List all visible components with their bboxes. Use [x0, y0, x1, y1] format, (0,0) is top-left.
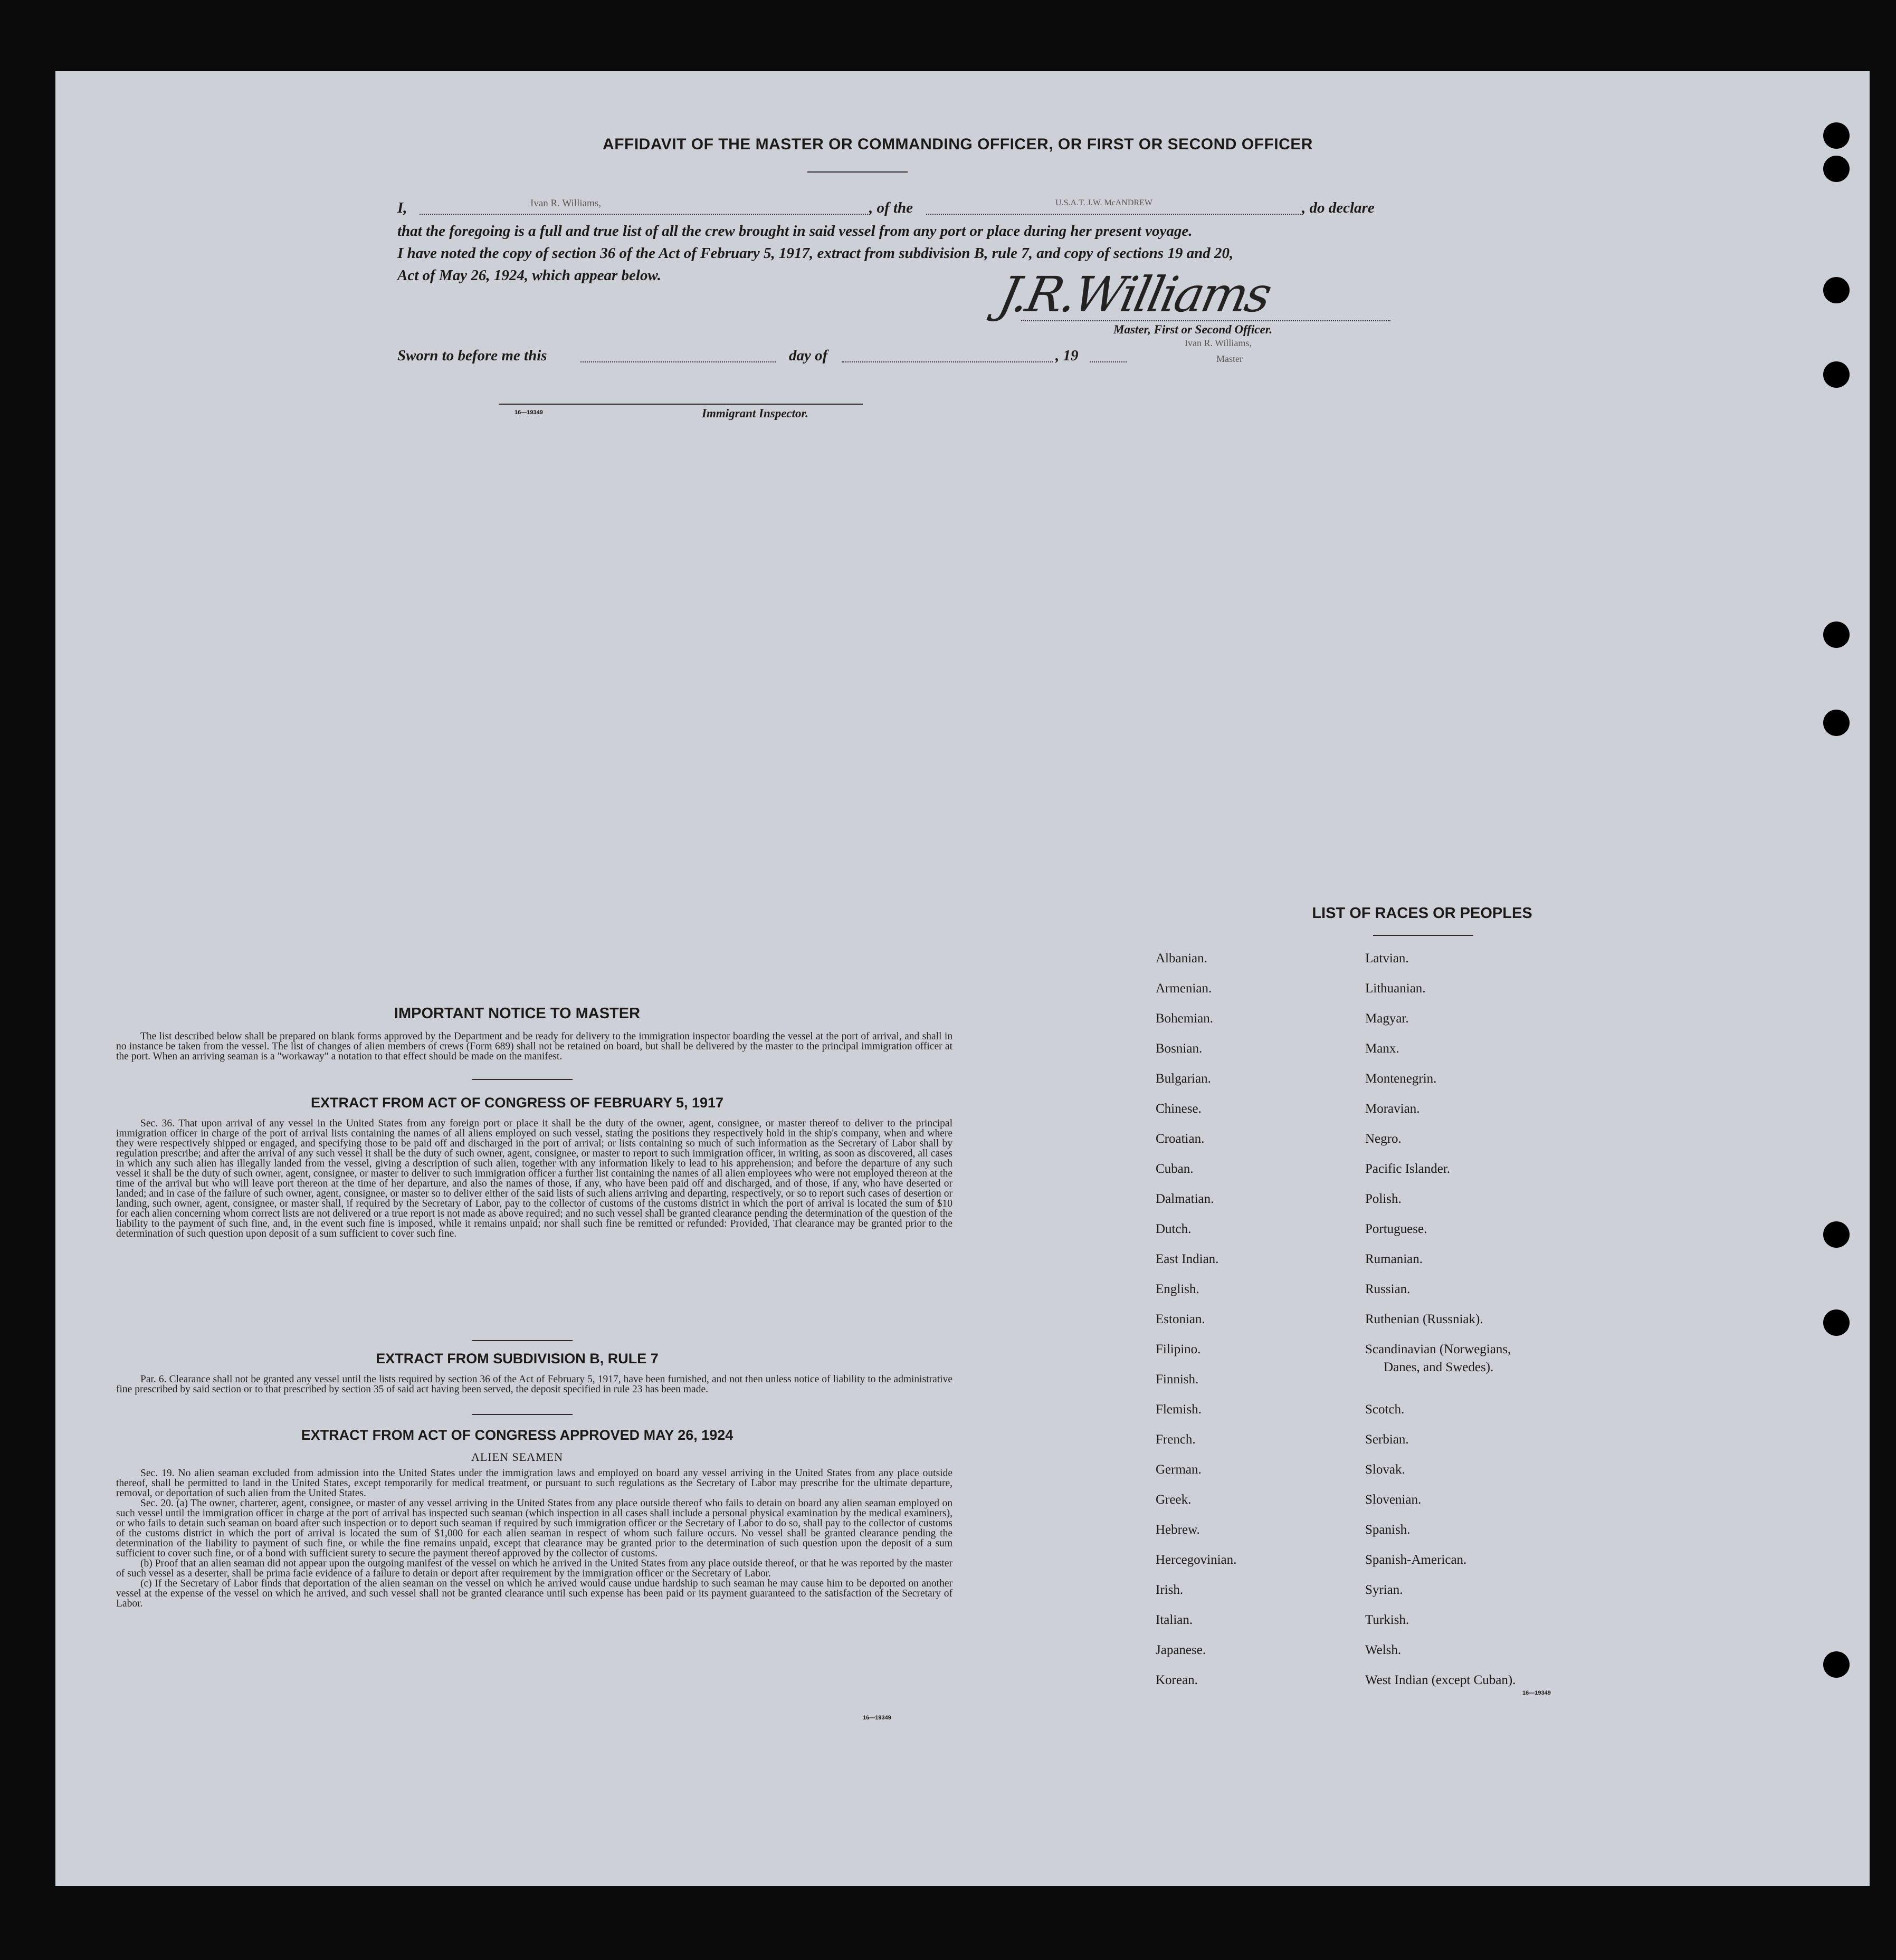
stamp-title: Master — [1216, 353, 1243, 364]
punch-hole — [1823, 1221, 1850, 1248]
extract-1924-title: EXTRACT FROM ACT OF CONGRESS APPROVED MAY 26, 1924 — [301, 1427, 733, 1443]
rule7-paragraph: Par. 6. Clearance shall not be granted any vessel until the lists required by section 36 of the Act of February 5, 1917, have been furnished, and not then unless notice of liability to the administrative fine prescribed by said section or to that prescribed by section 35 of said act having been served, the deposit specified in rule 23 has been made. — [116, 1374, 952, 1395]
race-left: Finnish. — [1156, 1372, 1199, 1387]
stamp-name: Ivan R. Williams, — [1185, 338, 1252, 348]
race-left: Croatian. — [1156, 1132, 1205, 1146]
race-left: German. — [1156, 1462, 1202, 1477]
master-signature: J.R.Williams — [994, 266, 1275, 323]
races-form-number: 16—19349 — [1522, 1690, 1551, 1696]
race-right: Welsh. — [1365, 1643, 1402, 1657]
notice-title: IMPORTANT NOTICE TO MASTER — [394, 1005, 641, 1022]
vessel-name-value: U.S.A.T. J.W. McANDREW — [1055, 198, 1152, 207]
i-label: I, — [397, 199, 407, 216]
races-title: LIST OF RACES OR PEOPLES — [1312, 905, 1532, 922]
vessel-name-line — [926, 214, 1301, 215]
extract-1917-title: EXTRACT FROM ACT OF CONGRESS OF FEBRUARY 5, 1917 — [310, 1095, 724, 1111]
punch-hole — [1823, 122, 1850, 149]
punch-hole — [1823, 277, 1850, 303]
punch-hole — [1823, 361, 1850, 388]
inspector-label: Immigrant Inspector. — [702, 407, 808, 420]
affidavit-line-2: that the foregoing is a full and true list of all the crew brought in said vessel from any port or place during her present voyage. — [397, 223, 1193, 240]
title-divider — [807, 171, 908, 173]
race-right: Spanish-American. — [1365, 1553, 1467, 1567]
race-left: French. — [1156, 1432, 1196, 1447]
race-right: Pacific Islander. — [1365, 1162, 1451, 1176]
rule7-title: EXTRACT FROM SUBDIVISION B, RULE 7 — [376, 1351, 659, 1366]
extract-1917-divider — [472, 1340, 573, 1341]
race-right: Ruthenian (Russniak). — [1365, 1312, 1483, 1326]
affidavit-line-3: I have noted the copy of section 36 of the Act of February 5, 1917, extract from subdivision B, rule 7, and copy of sections 19 and 20, — [397, 245, 1234, 262]
race-right: Magyar. — [1365, 1011, 1409, 1026]
races-divider — [1373, 935, 1473, 936]
master-name-line — [420, 214, 868, 215]
sec20a-paragraph: Sec. 20. (a) The owner, charterer, agent, consignee, or master of any vessel arriving in the United States from any place outside thereof who fails to detain on board any alien seaman employed on such vessel until the immigration officer in charge at the port of arrival has inspected such seaman (which inspection in all cases shall include a personal physical examination by the medical examiners), or who fails to detain such seaman on board after such inspection or to deport such seaman if required by such immigration officer or the Secretary of Labor to do so, shall pay to the collector of customs of the customs district in which the port of arrival is located the sum of $1,000 for each alien seaman in respect of whom such failure occurs. No vessel shall be granted clearance pending the determination of the liability to payment of such fine, or while the fine remains unpaid, except that clearance may be granted prior to the determination of such question upon the deposit of a sum sufficient to cover such fine, or of a bond with sufficient surety to secure the payment thereof approved by the collector of customs. — [116, 1498, 952, 1559]
race-right: Slovenian. — [1365, 1493, 1422, 1507]
year-label: , 19 — [1055, 347, 1079, 364]
race-right: Latvian. — [1365, 951, 1409, 965]
race-right: Manx. — [1365, 1041, 1399, 1056]
race-left: Filipino. — [1156, 1342, 1201, 1356]
sworn-month-line — [842, 361, 1053, 362]
race-left: Korean. — [1156, 1673, 1198, 1687]
document-sheet — [55, 71, 1870, 1886]
master-name-value: Ivan R. Williams, — [530, 198, 601, 209]
race-right-continuation: Danes, and Swedes). — [1384, 1360, 1494, 1374]
race-right: Montenegrin. — [1365, 1072, 1437, 1086]
race-left: Bosnian. — [1156, 1041, 1203, 1056]
race-left: Irish. — [1156, 1583, 1184, 1597]
sec20b-paragraph: (b) Proof that an alien seaman did not appear upon the outgoing manifest of the vessel on which he arrived in the United States from any place outside thereof, or that he was reported by the master of such vessel as a deserter, shall be prima facie evidence of a failure to detain or deport after requirement by the immigration officer or the Secretary of Labor. — [116, 1558, 952, 1579]
race-left: Flemish. — [1156, 1402, 1202, 1417]
sworn-year-line — [1090, 361, 1127, 362]
race-left: Bohemian. — [1156, 1011, 1214, 1026]
form-number: 16—19349 — [515, 409, 543, 416]
sec19-paragraph: Sec. 19. No alien seaman excluded from admission into the United States under the immigration laws and employed on board any vessel arriving in the United States from any place outside thereof, shall be permitted to land in the United States, except temporarily for medical treatment, or pursuant to such regulations as the Secretary of Labor may prescribe for the ultimate departure, removal, or deportation of such alien from the United States. — [116, 1468, 952, 1499]
affidavit-line-4: Act of May 26, 1924, which appear below. — [397, 267, 661, 284]
of-the-label: , of the — [869, 199, 913, 216]
punch-hole — [1823, 156, 1850, 182]
race-left: Albanian. — [1156, 951, 1207, 965]
race-right: Negro. — [1365, 1132, 1402, 1146]
extract-1924-text — [116, 1468, 952, 1609]
extract-1917-paragraph: Sec. 36. That upon arrival of any vessel in the United States from any foreign port or place it shall be the duty of the owner, agent, consignee, or master thereof to deliver to the principal immigration officer in charge of the port of arrival lists containing the names of all aliens employed on such vessel, stating the positions they respectively hold in the ship's company, when and where they were respectively shipped or engaged, and specifying those to be paid off and discharged in the port of arrival; or lists containing so much of such information as the Secretary of Labor shall by regulation prescribe; and after the arrival of any such vessel it shall be the duty of such owner, agent, consignee, or master to report to such immigration officer, in writing, as soon as discovered, all cases in which any such alien has illegally landed from the vessel, giving a description of such alien, together with any information likely to lead to his apprehension; and before the departure of any such vessel it shall be the duty of such owner, agent, consignee, or master to deliver to such immigration officer a further list containing the names of all alien employees who were not employed thereon at the time of the arrival but who will leave port thereon at the time of her departure, and also the names of those, if any, who have been paid off and discharged, and of those, if any, who have deserted or landed; and in case of the failure of such owner, agent, consignee, or master so to deliver either of the said lists of such aliens arriving and departing, respectively, or so to report such cases of desertion or landing, such owner, agent, consignee, or master shall, if required by the Secretary of Labor, pay to the collector of customs of the customs district in which the port of arrival is located the sum of $10 for each alien concerning whom correct lists are not delivered or a true report is not made as above required; and no such vessel shall be granted clearance pending the determination of the question of the liability to the payment of such fine, and, in the event such fine is imposed, while it remains unpaid; nor shall such fine be remitted or refunded: Provided, That clearance may be granted prior to the determination of such question upon deposit of a sum sufficient to cover such fine. — [116, 1118, 952, 1239]
punch-hole — [1823, 1651, 1850, 1678]
race-right: Syrian. — [1365, 1583, 1403, 1597]
rule7-text — [116, 1374, 952, 1394]
race-left: Armenian. — [1156, 981, 1212, 996]
race-left: English. — [1156, 1282, 1199, 1296]
race-right: Moravian. — [1365, 1102, 1420, 1116]
race-right: Slovak. — [1365, 1462, 1405, 1477]
race-left: East Indian. — [1156, 1252, 1219, 1266]
race-right: Polish. — [1365, 1192, 1402, 1206]
race-right: Scotch. — [1365, 1402, 1405, 1417]
race-left: Hebrew. — [1156, 1523, 1200, 1537]
punch-hole — [1823, 622, 1850, 648]
rule7-divider — [472, 1414, 573, 1415]
sworn-label: Sworn to before me this — [397, 347, 547, 364]
signature-caption: Master, First or Second Officer. — [1113, 323, 1273, 336]
race-left: Chinese. — [1156, 1102, 1202, 1116]
race-right: Serbian. — [1365, 1432, 1409, 1447]
sec20c-paragraph: (c) If the Secretary of Labor finds that deportation of the alien seaman on the vessel on which he arrived would cause undue hardship to such seaman he may cause him to be deported on another vessel at the expense of the vessel on which he arrived, and such vessel shall not be granted clearance until such expense has been paid or its payment guaranteed to the satisfaction of the Secretary of Labor. — [116, 1578, 952, 1609]
notice-paragraph: The list described below shall be prepared on blank forms approved by the Department and be ready for delivery to the immigration inspector boarding the vessel at the port of arrival, and shall in no instance be taken from the vessel. The list of changes of alien members of crews (Form 689) shall not be retained on board, but shall be delivered by the master to the principal immigration officer at the port. When an arriving seaman is a "workaway" a notation to that effect should be made on the manifest. — [116, 1031, 952, 1062]
race-right: Lithuanian. — [1365, 981, 1426, 996]
race-right: Scandinavian (Norwegians, — [1365, 1342, 1511, 1356]
race-left: Dalmatian. — [1156, 1192, 1214, 1206]
race-right: Portuguese. — [1365, 1222, 1427, 1236]
race-left: Italian. — [1156, 1613, 1193, 1627]
race-right: Turkish. — [1365, 1613, 1409, 1627]
extract-1917-text — [116, 1118, 952, 1239]
affidavit-title: AFFIDAVIT OF THE MASTER OR COMMANDING OFFICER, OR FIRST OR SECOND OFFICER — [603, 136, 1313, 153]
signature-line — [1021, 320, 1390, 321]
notice-divider — [472, 1079, 573, 1080]
race-left: Bulgarian. — [1156, 1072, 1211, 1086]
inspector-line — [499, 404, 863, 405]
race-left: Estonian. — [1156, 1312, 1205, 1326]
day-of-label: day of — [789, 347, 828, 364]
race-right: West Indian (except Cuban). — [1365, 1673, 1516, 1687]
punch-hole — [1823, 1309, 1850, 1336]
do-declare-label: , do declare — [1302, 199, 1375, 216]
race-left: Greek. — [1156, 1493, 1192, 1507]
race-right: Spanish. — [1365, 1523, 1411, 1537]
race-left: Cuban. — [1156, 1162, 1194, 1176]
race-left: Hercegovinian. — [1156, 1553, 1237, 1567]
race-right: Russian. — [1365, 1282, 1411, 1296]
race-left: Japanese. — [1156, 1643, 1206, 1657]
race-right: Rumanian. — [1365, 1252, 1423, 1266]
punch-hole — [1823, 710, 1850, 736]
alien-seamen-subtitle: ALIEN SEAMEN — [471, 1450, 563, 1464]
race-left: Dutch. — [1156, 1222, 1192, 1236]
notice-text — [116, 1031, 952, 1062]
extract-form-number: 16—19349 — [863, 1715, 891, 1721]
sworn-day-line — [580, 361, 776, 362]
